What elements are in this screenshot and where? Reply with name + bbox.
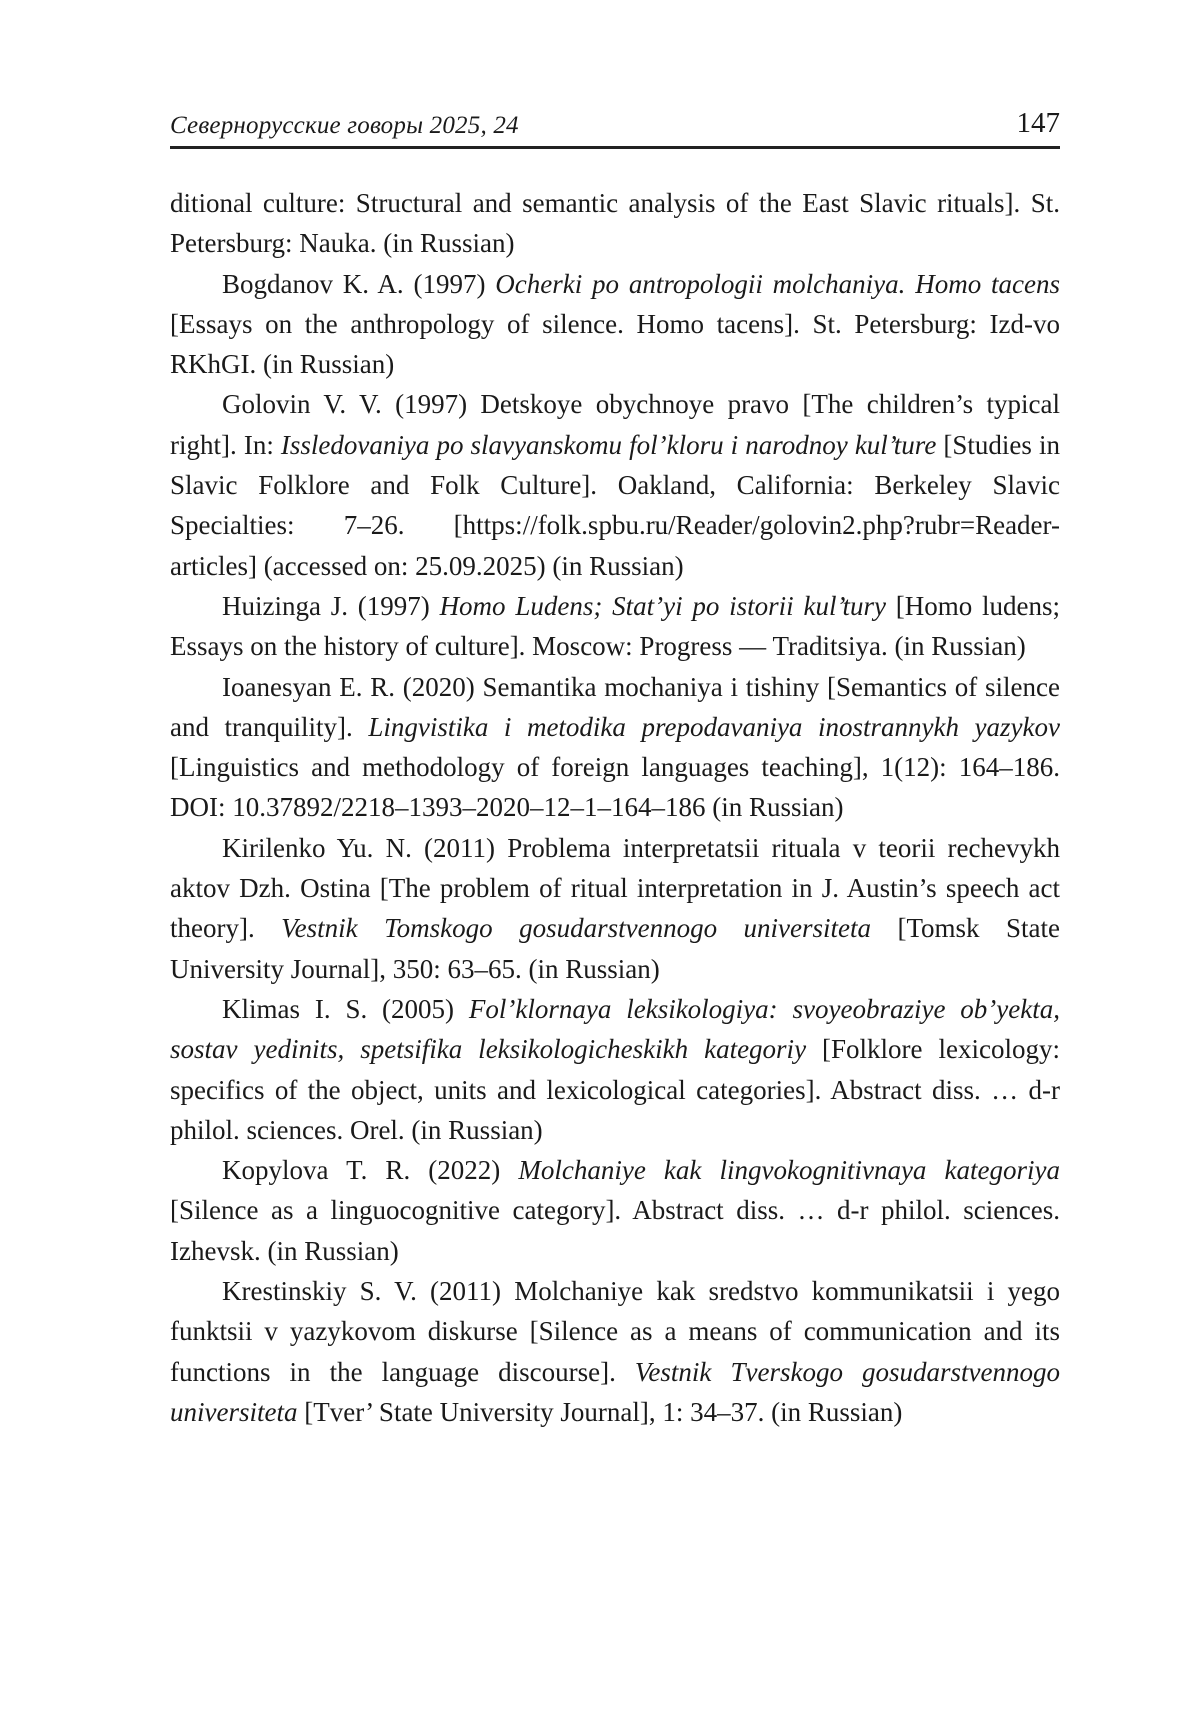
reference-entry: Kopylova T. R. (2022) Molchaniye kak lingvokognitivnaya kategoriya [Silence as a linguocognitive category]. Abstract diss. … d-r philol. sciences. Izhevsk. (in Russian) bbox=[170, 1155, 1060, 1266]
reference-entry: Huizinga J. (1997) Homo Ludens; Stat’yi po istorii kul’tury [Homo ludens; Essays on the history of culture]. Moscow: Progress — Traditsiya. (in Russian) bbox=[170, 590, 1060, 662]
reference-entry: Bogdanov K. A. (1997) Ocherki po antropologii molchaniya. Homo tacens [Essays on the anthropology of silence. Homo tacens]. St. Petersburg: Izd-vo RKhGI. (in Russian) bbox=[170, 268, 1060, 380]
running-head bbox=[170, 102, 1060, 149]
reference-entry: Klimas I. S. (2005) Fol’klornaya leksikologiya: svoyeobraziye ob’yekta, sostav yedinits, spetsifika leksikologicheskikh kategoriy [Folklore lexicology: specifics of the object, units and lexicological categories]. Abstract diss. … d-r philol. sciences. Orel. (in Russian) bbox=[170, 993, 1061, 1145]
reference-list bbox=[170, 183, 1060, 1432]
reference-entry: Ioanesyan E. R. (2020) Semantika mochaniya i tishiny [Semantics of silence and tranquility]. Lingvistika i metodika prepodavaniya inostrannykh yazykov [Linguistics and methodology of foreign languages teaching], 1(12): 164–186. DOI: 10.37892/2218–1393–2020–12–1–164–186 (in Russian) bbox=[170, 671, 1060, 823]
journal-title: Севернорусские говоры 2025, 24 bbox=[170, 112, 519, 139]
reference-entry: Golovin V. V. (1997) Detskoye obychnoye pravo [The children’s typical right]. In: Issledovaniya po slavyanskomu fol’kloru i narodnoy kul’ture [Studies in Slavic Folklore and Folk Culture]. Oakland, California: Berkeley Slavic Specialties: 7–26. [https://folk.spbu.ru/Reader/golovin2.php?rubr=Reader-articles] (accessed on: 25.09.2025) (in Russian) bbox=[170, 389, 1060, 581]
page-number: 147 bbox=[1016, 107, 1060, 139]
reference-entry: Krestinskiy S. V. (2011) Molchaniye kak sredstvo kommunikatsii i yego funktsii v yazykovom diskurse [Silence as a means of communication and its functions in the language discourse]. Vestnik Tverskogo gosudarstvennogo universiteta [Tver’ State University Journal], 1: 34–37. (in Russian) bbox=[170, 1276, 1060, 1427]
reference-entry: ditional culture: Structural and semantic analysis of the East Slavic rituals]. St. Petersburg: Nauka. (in Russian) bbox=[170, 188, 1060, 259]
page bbox=[170, 0, 1060, 1714]
reference-entry: Kirilenko Yu. N. (2011) Problema interpretatsii rituala v teorii rechevykh aktov Dzh. Ostina [The problem of ritual interpretation in J. Austin’s speech act theory]. Vestnik Tomskogo gosudarstvennogo universiteta [Tomsk State University Journal], 350: 63–65. (in Russian) bbox=[170, 832, 1060, 984]
